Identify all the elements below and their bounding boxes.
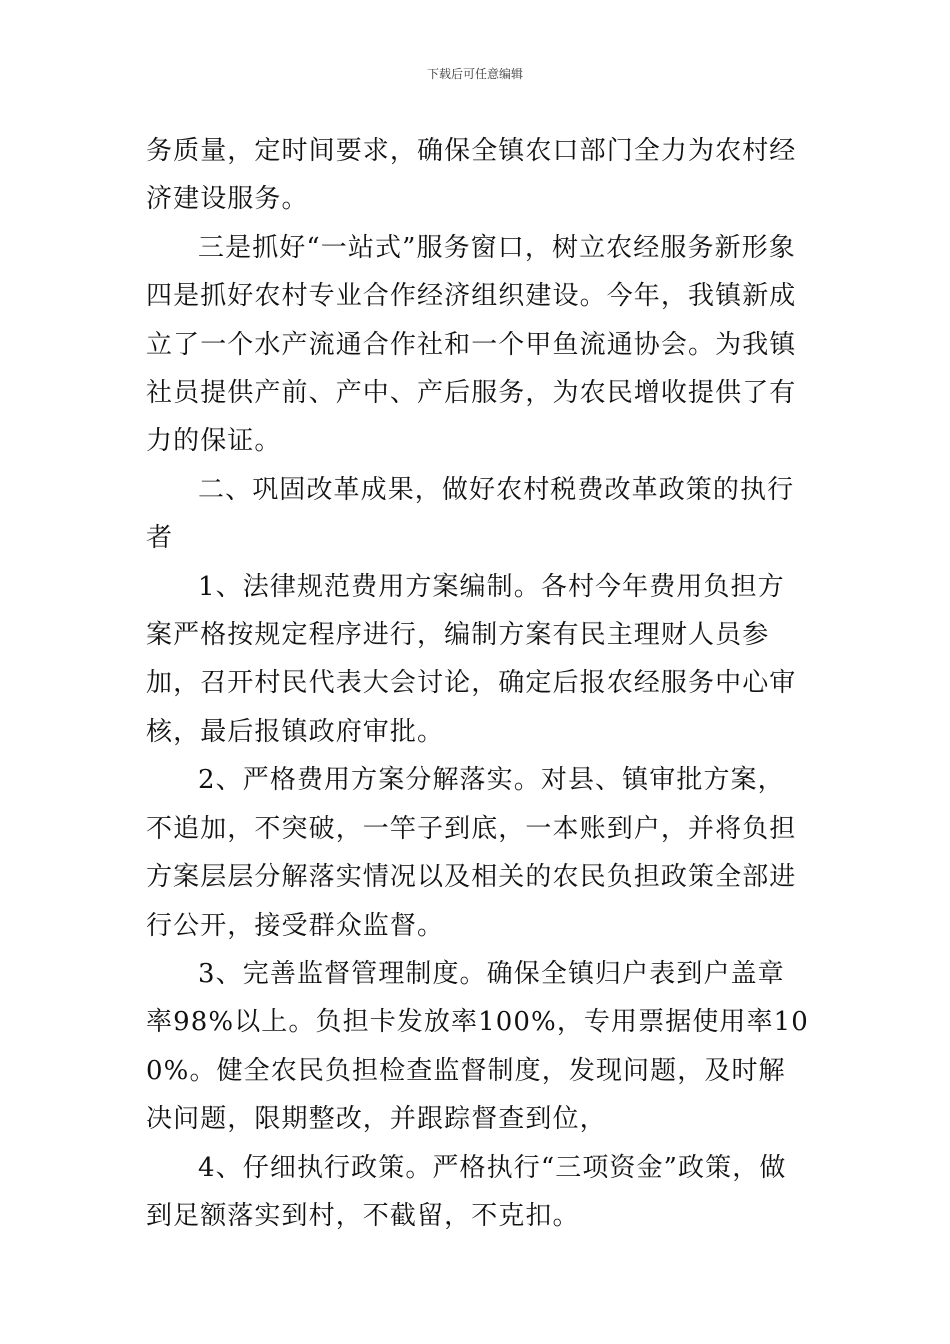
- paragraph-item-2: 2、严格费用方案分解落实。对县、镇审批方案，不追加，不突破，一竿子到底，一本账到户，并将负担方案层层分解落实情况以及相关的农民负担政策全部进行公开，接受群众监督。: [146, 765, 797, 941]
- document-body: [146, 127, 810, 1240]
- paragraph-point-three: 三是抓好“一站式”服务窗口，树立农经服务新形象: [198, 232, 796, 263]
- paragraph-continuation: 务质量，定时间要求，确保全镇农口部门全力为农村经济建设服务。: [146, 136, 797, 215]
- section-heading-two: 二、巩固改革成果，做好农村税费改革政策的执行者: [146, 474, 795, 554]
- paragraph-point-four: 四是抓好农村专业合作经济组织建设。今年，我镇新成立了一个水产流通合作社和一个甲鱼流通协会。为我镇社员提供产前、产中、产后服务，为农民增收提供了有力的保证。: [146, 281, 797, 457]
- paragraph-item-1: 1、法律规范费用方案编制。各村今年费用负担方案严格按规定程序进行，编制方案有民主理财人员参加，召开村民代表大会讨论，确定后报农经服务中心审核，最后报镇政府审批。: [146, 571, 797, 747]
- paragraph-item-4: 4、仔细执行政策。严格执行“三项资金”政策，做到足额落实到村，不截留，不克扣。: [146, 1152, 787, 1231]
- page-header: 下载后可任意编辑: [426, 67, 523, 81]
- paragraph-item-3: 3、完善监督管理制度。确保全镇归户表到户盖章率98%以上。负担卡发放率100%，专用票据使用率100%。健全农民负担检查监督制度，发现问题，及时解决问题，限期整改，并跟踪督查到位，: [146, 958, 809, 1135]
